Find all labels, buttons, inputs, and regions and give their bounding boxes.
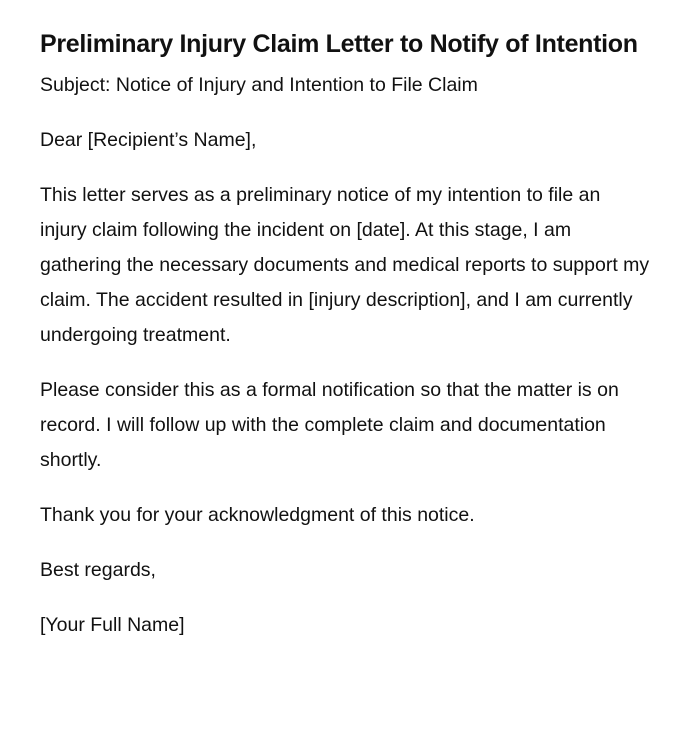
body-paragraph: This letter serves as a preliminary notice of my intention to file an injury claim following the incident on [date]. At this stage, I am gathering the necessary documents and medical reports to support my claim. The accident resulted in [injury description], and I am currently undergoing treatment. xyxy=(40,184,650,346)
letter-title: Preliminary Injury Claim Letter to Notify of Intention xyxy=(40,30,638,58)
body-paragraph: Please consider this as a formal notification so that the matter is on record. I will follow up with the complete claim and documentation shortly. xyxy=(40,379,619,471)
signature: [Your Full Name] xyxy=(40,614,185,636)
closing: Best regards, xyxy=(40,559,156,581)
salutation: Dear [Recipient’s Name], xyxy=(40,129,257,151)
subject-line: Subject: Notice of Injury and Intention to File Claim xyxy=(40,74,478,96)
body-paragraph: Thank you for your acknowledgment of this notice. xyxy=(40,504,475,526)
